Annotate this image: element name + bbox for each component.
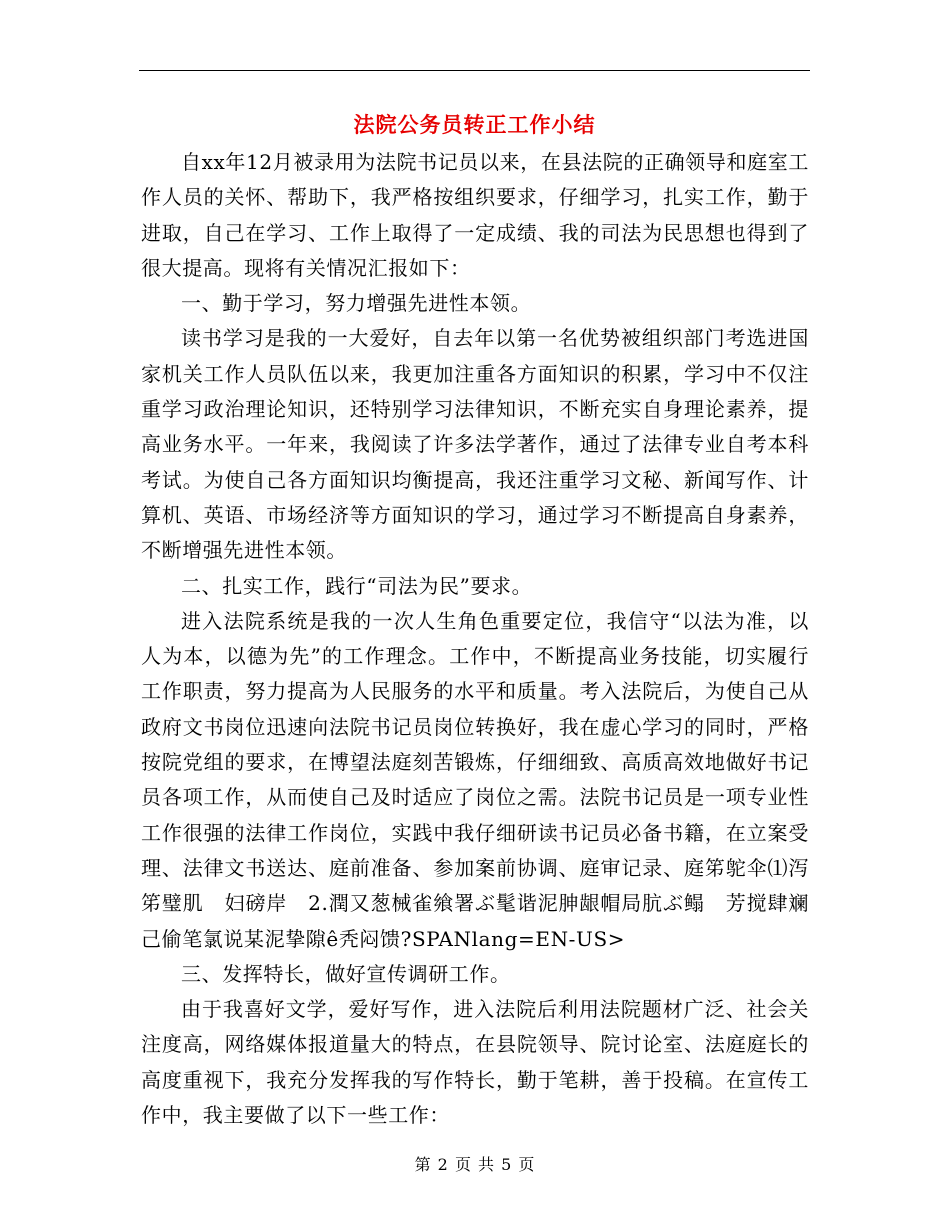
- document-title: 法院公务员转正工作小结: [353, 112, 596, 137]
- section-heading-3: 三、发挥特长，做好宣传调研工作。: [181, 961, 511, 986]
- section-heading-2: 二、扎实工作，践行“司法为民”要求。: [181, 573, 533, 598]
- page-number-footer: 第 2 页 共 5 页: [414, 1155, 536, 1174]
- section-heading-1: 一、勤于学习，努力增强先进性本领。: [181, 291, 532, 316]
- paragraph-publicity: 由于我喜好文学，爱好写作，进入法院后利用法院题材广泛、社会关注度高，网络媒体报道量大的特点，在县院领导、院讨论室、法庭庭长的高度重视下，我充分发挥我的写作特长，勤于笔耕，善于投稿。在宣传工作中，我主要做了以下一些工作：: [141, 997, 809, 1128]
- paragraph-study: 读书学习是我的一大爱好，自去年以第一名优势被组织部门考选进国家机关工作人员队伍以来，我更加注重各方面知识的积累，学习中不仅注重学习政治理论知识，还特别学习法律知识，不断充实自身理论素养，提高业务水平。一年来，我阅读了许多法学著作，通过了法律专业自考本科考试。为使自己各方面知识均衡提高，我还注重学习文秘、新闻写作、计算机、英语、市场经济等方面知识的学习，通过学习不断提高自身素养，不断增强先进性本领。: [141, 326, 809, 563]
- document-body: [141, 145, 809, 1133]
- paragraph-work: 进入法院系统是我的一次人生角色重要定位，我信守“以法为准，以人为本，以德为先”的工作理念。工作中，不断提高业务技能，切实履行工作职责，努力提高为人民服务的水平和质量。考入法院后，为使自己从政府文书岗位迅速向法院书记员岗位转换好，我在虚心学习的同时，严格按院党组的要求，在博望法庭刻苦锻炼，仔细细致、高质高效地做好书记员各项工作，从而使自己及时适应了岗位之需。法院书记员是一项专业性工作很强的法律工作岗位，实践中我仔细研读书记员必备书籍，在立案受理、法律文书送达、庭前准备、参加案前协调、庭审记录、庭笫鸵伞⑴泻笫璧肌 妇磅岸 2.潤又葱械雀飨署ぶ髦谐泥胂龈帽局肮ぶ鳎 芳搅肆斓己偷笔氯说某泥挚隙ê秃闷馈?SPANlang=EN-US>: [141, 608, 809, 951]
- header-rule: [139, 70, 810, 71]
- paragraph-intro: 自xx年12月被录用为法院书记员以来，在县法院的正确领导和庭室工作人员的关怀、帮助下，我严格按组织要求，仔细学习，扎实工作，勤于进取，自己在学习、工作上取得了一定成绩、我的司法为民思想也得到了很大提高。现将有关情况汇报如下：: [141, 150, 809, 280]
